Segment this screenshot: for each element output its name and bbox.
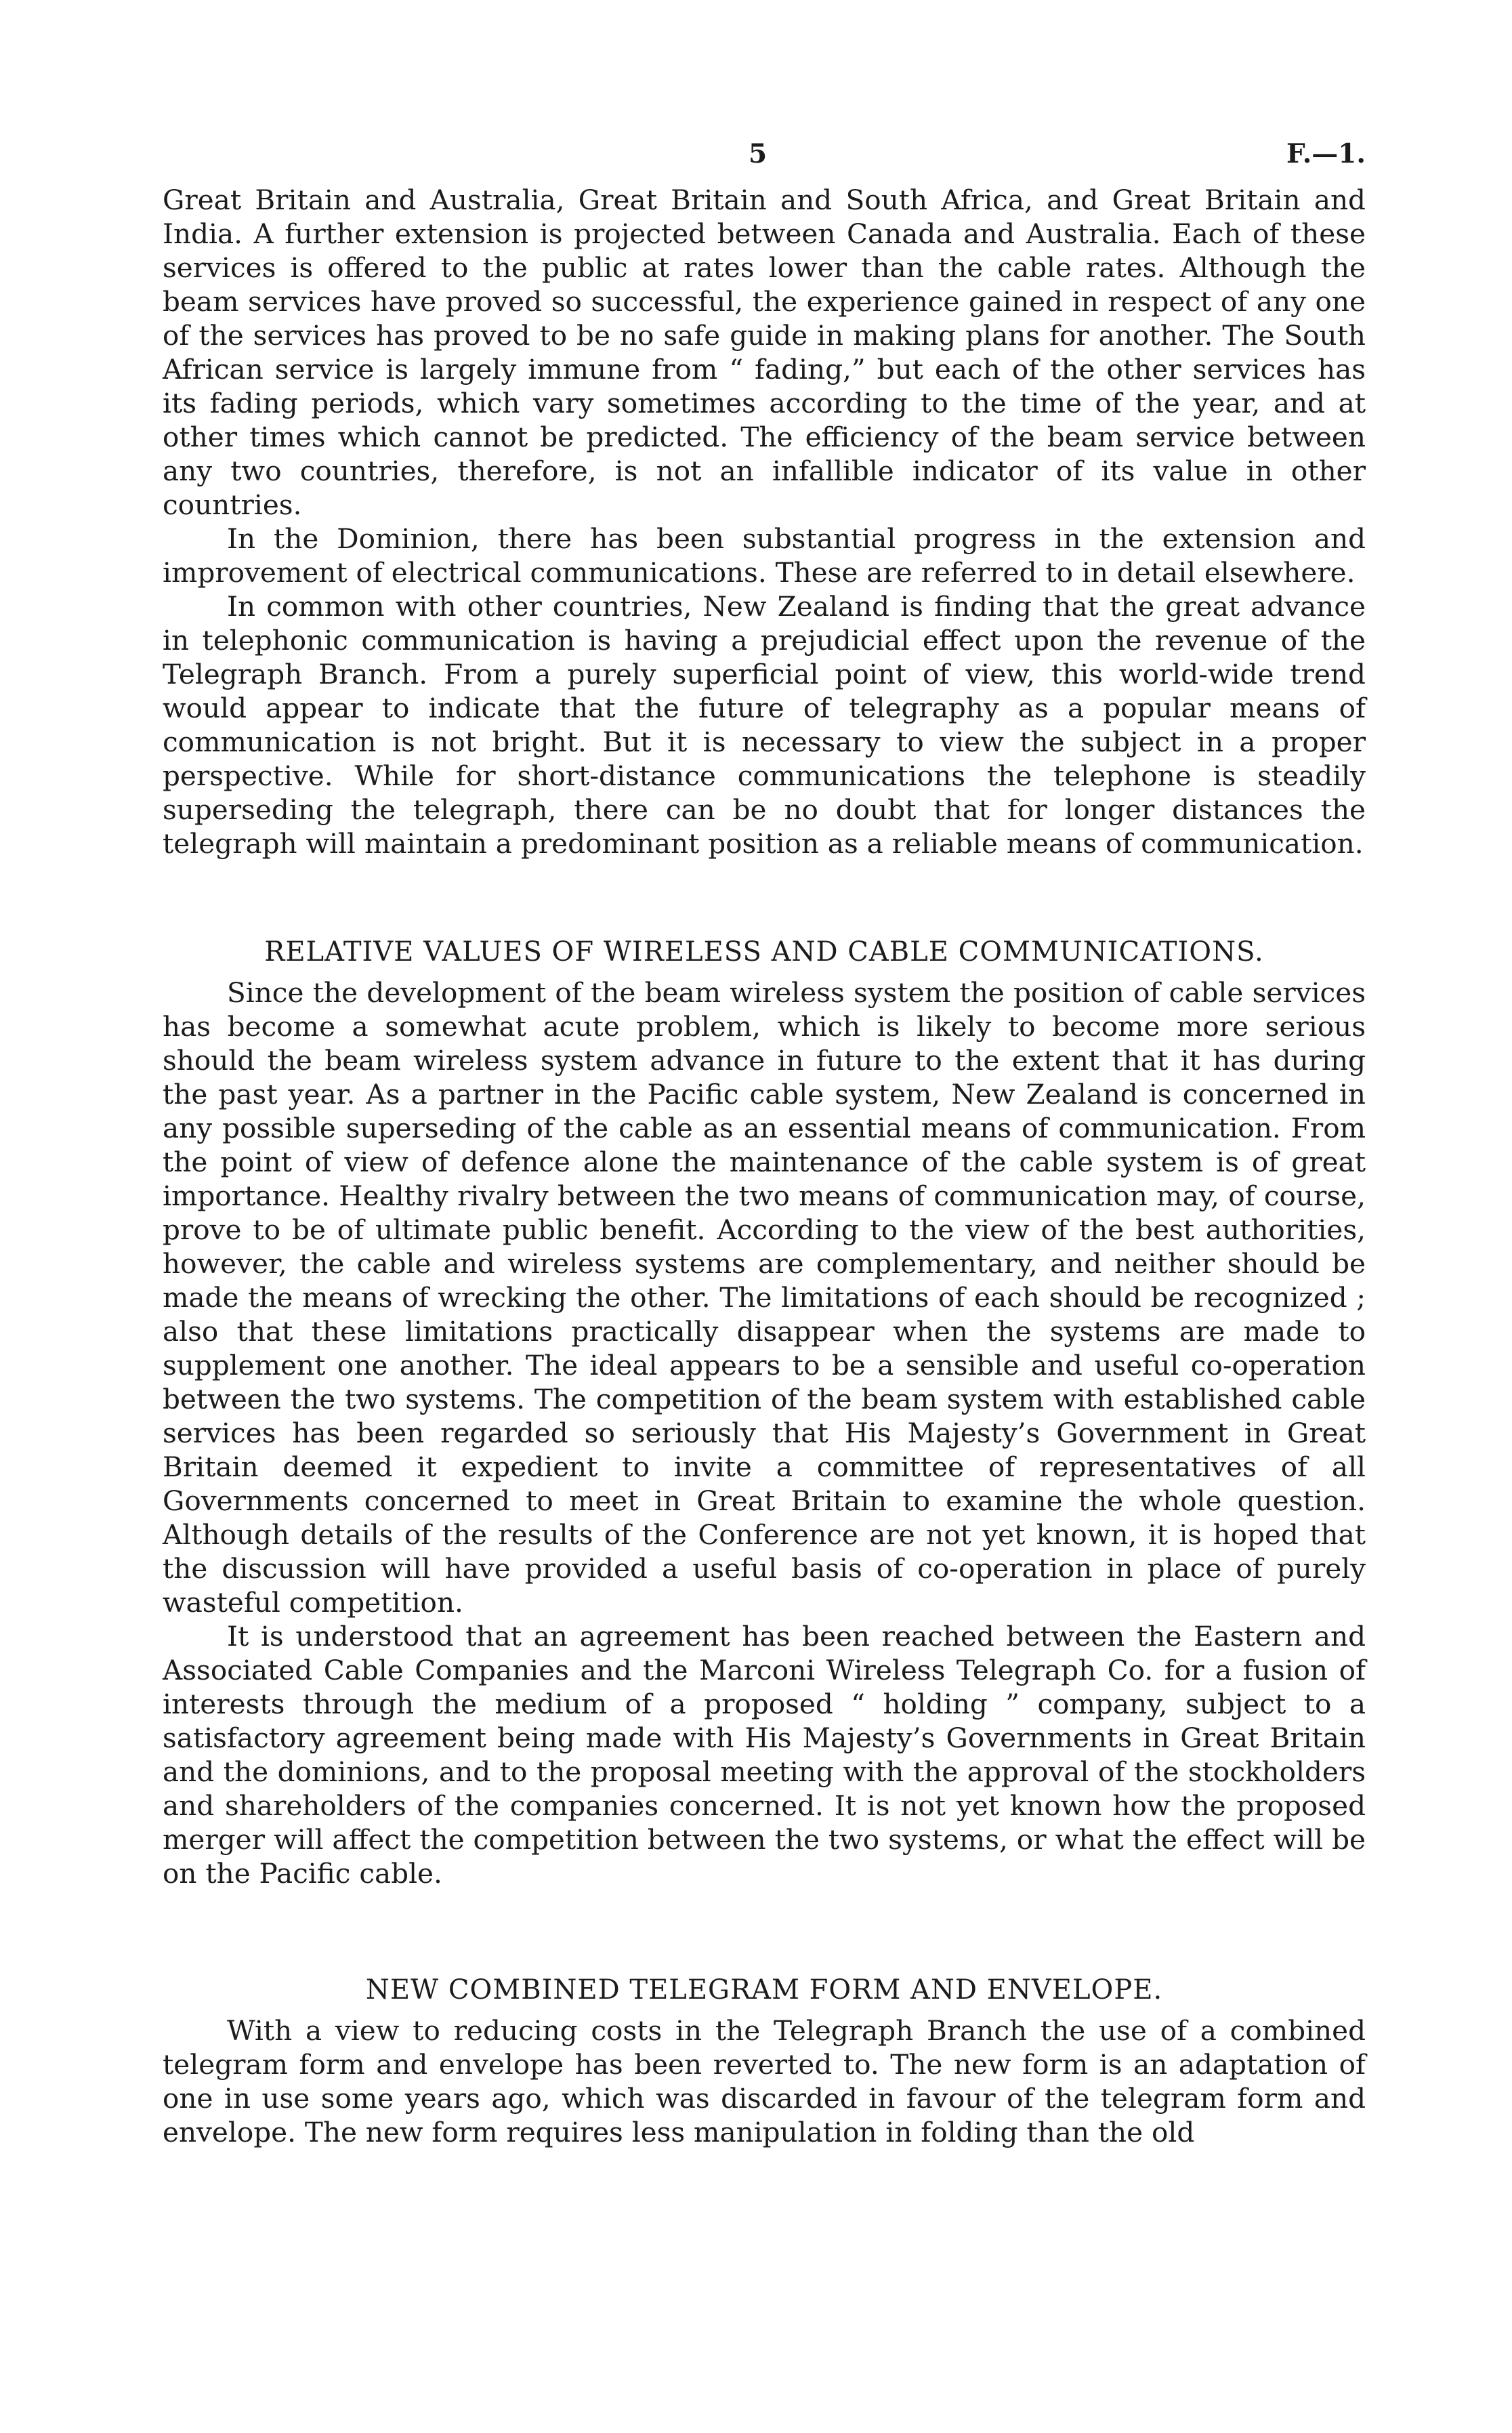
paragraph: It is understood that an agreement has been reached between the Eastern and Associated Cable Companies and the Marconi Wireless Telegraph Co. for a fusion of interests through the medium of a proposed “ holding ” company, subject to a satisfactory agreement being made with His Majesty’s Governments in Great Britain and the dominions, and to the proposal meeting with the approval of the stockholders and shareholders of the companies concerned. It is not yet known how the proposed merger will affect the competition between the two systems, or what the effect will be on the Pacific cable. <box>163 1620 1366 1890</box>
paragraph: In common with other countries, New Zealand is finding that the great advance in telephonic communication is having a prejudicial effect upon the revenue of the Telegraph Branch. From a purely superficial point of view, this world-wide trend would appear to indicate that the future of telegraphy as a popular means of communication is not bright. But it is necessary to view the subject in a proper perspective. While for short-distance communications the telephone is steadily superseding the telegraph, there can be no doubt that for longer distances the telegraph will maintain a predominant position as a reliable means of communication. <box>163 590 1366 860</box>
paragraph: In the Dominion, there has been substantial progress in the extension and improvement of electrical communications. These are referred to in detail elsewhere. <box>163 522 1366 589</box>
intro-text <box>163 183 1366 860</box>
page-header <box>163 136 1366 183</box>
paragraph-continued: Great Britain and Australia, Great Britain and South Africa, and Great Britain and India. A further extension is projected between Canada and Australia. Each of these services is offered to the public at rates lower than the cable rates. Although the beam services have proved so successful, the experience gained in respect of any one of the services has proved to be no safe guide in making plans for another. The South African service is largely immune from “ fading,” but each of the other services has its fading periods, which vary sometimes according to the time of the year, and at other times which cannot be predicted. The efficiency of the beam service between any two countries, therefore, is not an infallible indicator of its value in other countries. <box>163 184 1366 521</box>
page-number: 5 <box>749 138 768 169</box>
document-reference: F.—1. <box>1286 138 1366 169</box>
section-wireless-cable-text <box>163 976 1366 1890</box>
paragraph: Since the development of the beam wireless system the position of cable services has become a somewhat acute problem, which is likely to become more serious should the beam wireless system advance in future to the extent that it has during the past year. As a partner in the Pacific cable system, New Zealand is concerned in any possible superseding of the cable as an essential means of communication. From the point of view of defence alone the maintenance of the cable system is of great importance. Healthy rivalry between the two means of communication may, of course, prove to be of ultimate public benefit. According to the view of the best authorities, however, the cable and wireless systems are complementary, and neither should be made the means of wrecking the other. The limitations of each should be recognized ; also that these limitations practically disappear when the systems are made to supplement one another. The ideal appears to be a sensible and useful co-operation between the two systems. The competition of the beam system with established cable services has been regarded so seriously that His Majesty’s Government in Great Britain deemed it expedient to invite a committee of representatives of all Governments concerned to meet in Great Britain to examine the whole question. Although details of the results of the Conference are not yet known, it is hoped that the discussion will have provided a useful basis of co-operation in place of purely wasteful competition. <box>163 976 1366 1619</box>
paragraph: With a view to reducing costs in the Telegraph Branch the use of a combined telegram form and envelope has been reverted to. The new form is an adaptation of one in use some years ago, which was discarded in favour of the telegram form and envelope. The new form requires less manipulation in folding than the old <box>163 2014 1366 2148</box>
page-content <box>163 136 1366 2149</box>
section-telegram-form-text <box>163 2014 1366 2149</box>
section-heading-wireless-cable: RELATIVE VALUES OF WIRELESS AND CABLE COMMUNICATIONS. <box>264 936 1264 968</box>
section-heading-telegram-form: NEW COMBINED TELEGRAM FORM AND ENVELOPE. <box>365 1974 1163 2005</box>
